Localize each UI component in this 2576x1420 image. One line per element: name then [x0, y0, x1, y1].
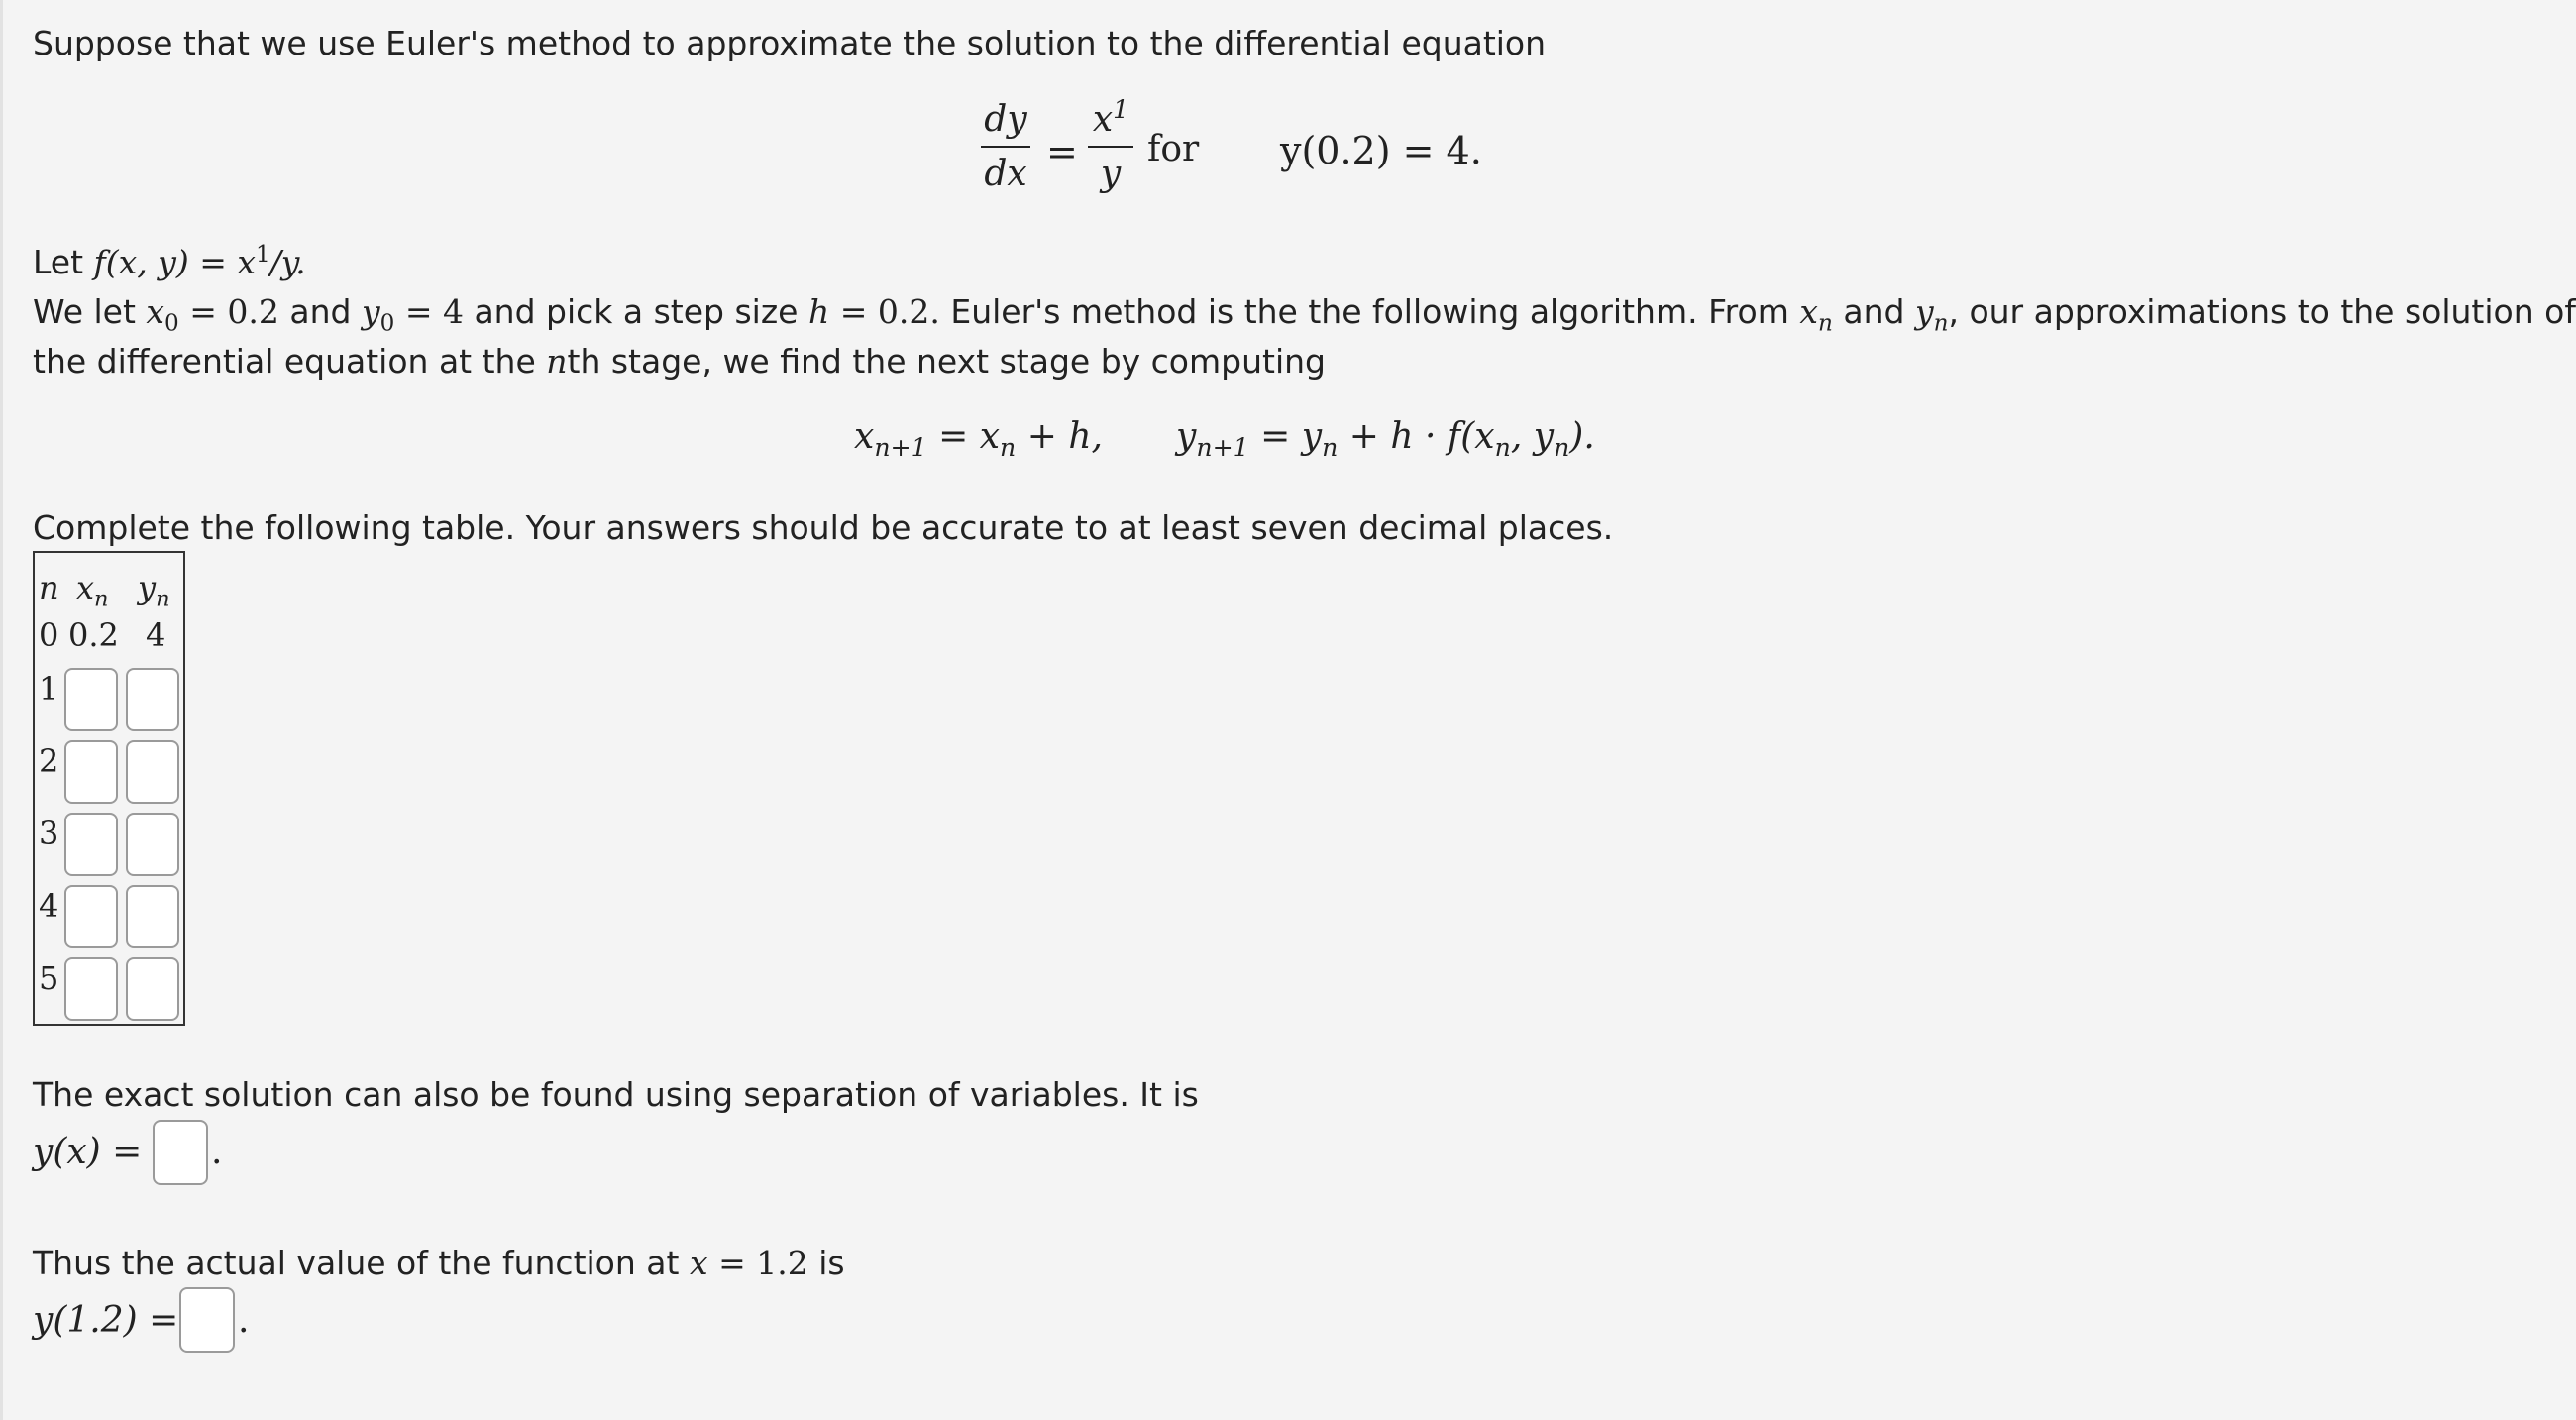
setup-text-6: , our approximations to the solution of [1948, 292, 2576, 331]
table-header-n: n [39, 569, 59, 606]
ode-rhs-denominator: y [1100, 154, 1122, 194]
ode-for-word: for [1147, 129, 1200, 169]
h-variable: h [807, 292, 830, 331]
row2-x-input[interactable] [64, 740, 118, 804]
exact-solution-text: The exact solution can also be found using separation of variables. It is [33, 1075, 1199, 1114]
ode-lhs-fraction-bar [981, 146, 1030, 148]
row4-n: 4 [39, 887, 59, 925]
f-definition-exponent: 1 [255, 242, 270, 268]
f-definition-lhs: f(x, y) = x [93, 243, 256, 281]
setup2-text-1: the differential equation at the [33, 342, 536, 381]
setup-text-1: We let [33, 292, 136, 331]
ode-equals: = [1046, 130, 1078, 173]
ode-rhs-fraction [1088, 95, 1133, 194]
f-definition-tail: /y. [269, 243, 306, 281]
row1-n: 1 [39, 670, 59, 708]
row2-y-input[interactable] [126, 740, 179, 804]
intro-text: Suppose that we use Euler's method to approximate the solution to the differential equation [33, 24, 1547, 62]
ode-rhs-numerator-base: x [1092, 99, 1114, 140]
exact-solution-lhs: y(x) = [33, 1132, 143, 1172]
exact-solution-period: . [211, 1132, 223, 1172]
row0-y: 4 [146, 616, 166, 654]
row0-x: 0.2 [68, 616, 119, 654]
row3-n: 3 [39, 815, 59, 852]
actual-text-pre: Thus the actual value of the function at [33, 1244, 680, 1282]
setup-text-5: and [1843, 292, 1905, 331]
actual-x-value: = 1.2 [718, 1244, 808, 1282]
row3-y-input[interactable] [126, 813, 179, 876]
x0-variable: $x_0$ [146, 292, 179, 337]
setup-line-2 [33, 337, 1326, 386]
actual-text-post: is [818, 1244, 845, 1282]
f-definition [94, 243, 306, 281]
ode-initial-condition: y(0.2) = 4. [1280, 129, 1482, 172]
row0-n: 0 [39, 616, 59, 654]
y0-variable: $y_0$ [361, 292, 395, 337]
setup2-text-2: th stage, we find the next stage by computing [567, 342, 1326, 381]
row5-y-input[interactable] [126, 957, 179, 1021]
ode-lhs-fraction [981, 99, 1030, 194]
ode-denominator: dx [984, 154, 1027, 194]
x0-value: = 0.2 [189, 292, 279, 331]
actual-value-period: . [238, 1300, 250, 1341]
row2-n: 2 [39, 742, 59, 780]
actual-value-line [33, 1239, 845, 1288]
setup-line [33, 287, 2576, 337]
actual-x-variable: x [689, 1244, 708, 1282]
row5-n: 5 [39, 959, 59, 997]
ode-rhs-fraction-bar [1088, 146, 1133, 148]
euler-table [33, 551, 185, 1026]
n-variable: n [546, 342, 568, 381]
xn-variable: $x_n$ [1799, 292, 1833, 337]
row4-x-input[interactable] [64, 885, 118, 948]
h-value: = 0.2. [839, 292, 940, 331]
content-left-border [0, 0, 3, 1420]
y0-value: = 4 [404, 292, 464, 331]
table-header-yn: $y_n$ [138, 569, 170, 612]
row4-y-input[interactable] [126, 885, 179, 948]
ode-numerator: dy [984, 99, 1027, 140]
row1-y-input[interactable] [126, 668, 179, 731]
table-header-xn: $x_n$ [76, 569, 109, 612]
ode-rhs-numerator-exponent: 1 [1113, 95, 1129, 124]
setup-text-2: and [289, 292, 352, 331]
exact-solution-input[interactable] [153, 1120, 208, 1185]
actual-value-input[interactable] [179, 1287, 235, 1353]
let-prefix: Let [33, 243, 84, 281]
setup-text-4: Euler's method is the the following algorithm. From [950, 292, 1789, 331]
actual-value-lhs: y(1.2) = [33, 1300, 179, 1341]
let-f-line [33, 238, 306, 287]
row3-x-input[interactable] [64, 813, 118, 876]
row5-x-input[interactable] [64, 957, 118, 1021]
setup-text-3: and pick a step size [474, 292, 799, 331]
recurrence-x: $x_{n+1} = x_n + h$, [854, 416, 1103, 463]
row1-x-input[interactable] [64, 668, 118, 731]
yn-variable: $y_n$ [1914, 292, 1949, 337]
recurrence-y: $y_{n+1} = y_n + h \cdot f(x_n$, $y_n$). [1176, 416, 1595, 463]
instructions-text: Complete the following table. Your answers should be accurate to at least seven decimal places. [33, 508, 1614, 547]
